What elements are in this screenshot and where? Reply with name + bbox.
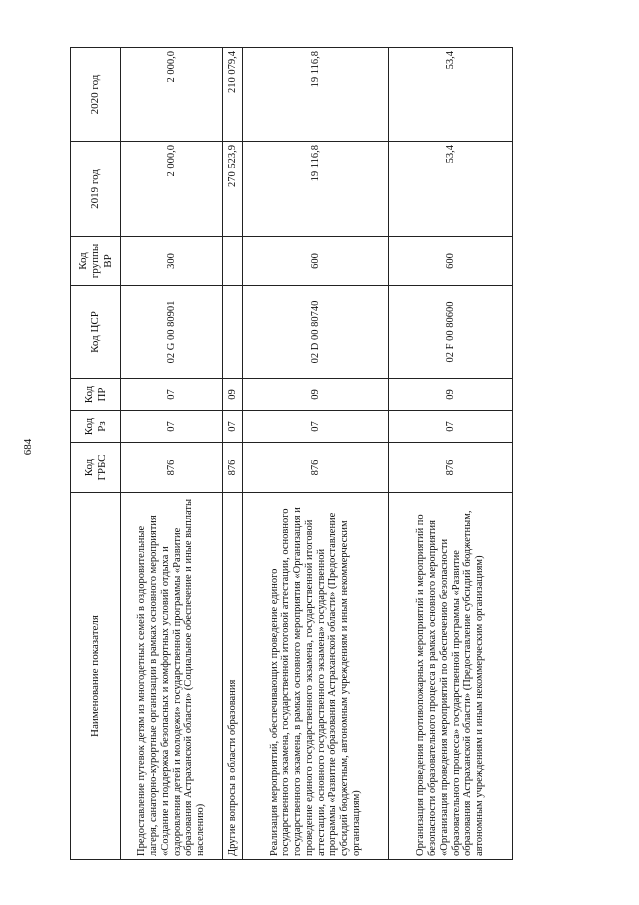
row-csr: 02 F 00 80600 (389, 286, 513, 379)
header-pr: Код ПР (71, 379, 121, 411)
row-2019: 53,4 (389, 142, 513, 237)
row-rz: 07 (389, 411, 513, 443)
row-pr: 07 (121, 379, 223, 411)
row-name: Реализация мероприятий, обеспечивающих проведение единого государственного экзамена, государственной итоговой аттестации, основного государственного экзамена, в рамках основного мероприятия «Организация и проведение единого государственного экзамена, государственной итоговой аттестации, основного государственного экзамена» государственной программы «Развитие образования Астраханской области» (Предоставление субсидий бюджетным, автономным учреждениям и иным некоммерческим организациям) (243, 493, 389, 860)
row-2019: 19 116,8 (243, 142, 389, 237)
header-2020: 2020 год (71, 48, 121, 142)
row-2020: 2 000,0 (121, 48, 223, 142)
row-grbs: 876 (223, 443, 243, 493)
row-grbs: 876 (243, 443, 389, 493)
row-csr: 02 D 00 80740 (243, 286, 389, 379)
header-vr: Код группы ВР (71, 237, 121, 286)
row-vr: 600 (389, 237, 513, 286)
header-csr: Код ЦСР (71, 286, 121, 379)
row-2020: 53,4 (389, 48, 513, 142)
table-header-row (71, 48, 121, 860)
row-2019: 270 523,9 (223, 142, 243, 237)
row-2020: 19 116,8 (243, 48, 389, 142)
row-csr: 02 G 00 80901 (121, 286, 223, 379)
row-grbs: 876 (121, 443, 223, 493)
row-grbs: 876 (389, 443, 513, 493)
row-2019: 2 000,0 (121, 142, 223, 237)
header-2019: 2019 год (71, 142, 121, 237)
row-vr (223, 237, 243, 286)
row-rz: 07 (243, 411, 389, 443)
row-csr (223, 286, 243, 379)
header-rz: Код Рз (71, 411, 121, 443)
row-2020: 210 079,4 (223, 48, 243, 142)
table-row (243, 48, 389, 860)
row-rz: 07 (121, 411, 223, 443)
budget-table (70, 47, 513, 860)
row-vr: 300 (121, 237, 223, 286)
row-pr: 09 (389, 379, 513, 411)
header-grbs: Код ГРБС (71, 443, 121, 493)
row-name: Другие вопросы в области образования (223, 493, 243, 860)
row-rz: 07 (223, 411, 243, 443)
table-row (389, 48, 513, 860)
row-pr: 09 (223, 379, 243, 411)
table-row (223, 48, 243, 860)
row-vr: 600 (243, 237, 389, 286)
header-name: Наименование показателя (71, 493, 121, 860)
rotated-page-content (70, 48, 512, 860)
row-pr: 09 (243, 379, 389, 411)
table-row (121, 48, 223, 860)
page-number: 684 (22, 438, 34, 456)
row-name: Организация проведения противопожарных мероприятий и мероприятий по безопасности образовательного процесса в рамках основного мероприятия «Организация проведения мероприятий по обеспечению безопасности образовательного процесса» государственной программы «Развитие образования Астраханской области» (Предоставление субсидий бюджетным, автономным учреждениям и иным некоммерческим организациям) (389, 493, 513, 860)
row-name: Предоставление путевок детям из многодетных семей в оздоровительные лагеря, санаторно-курортные организации в рамках основного мероприятия «Создание и поддержка безопасных и комфортных условий отдыха и оздоровления детей и молодежи» государственной программы «Развитие образования Астраханской области» (Социальное обеспечение и иные выплаты населению) (121, 493, 223, 860)
